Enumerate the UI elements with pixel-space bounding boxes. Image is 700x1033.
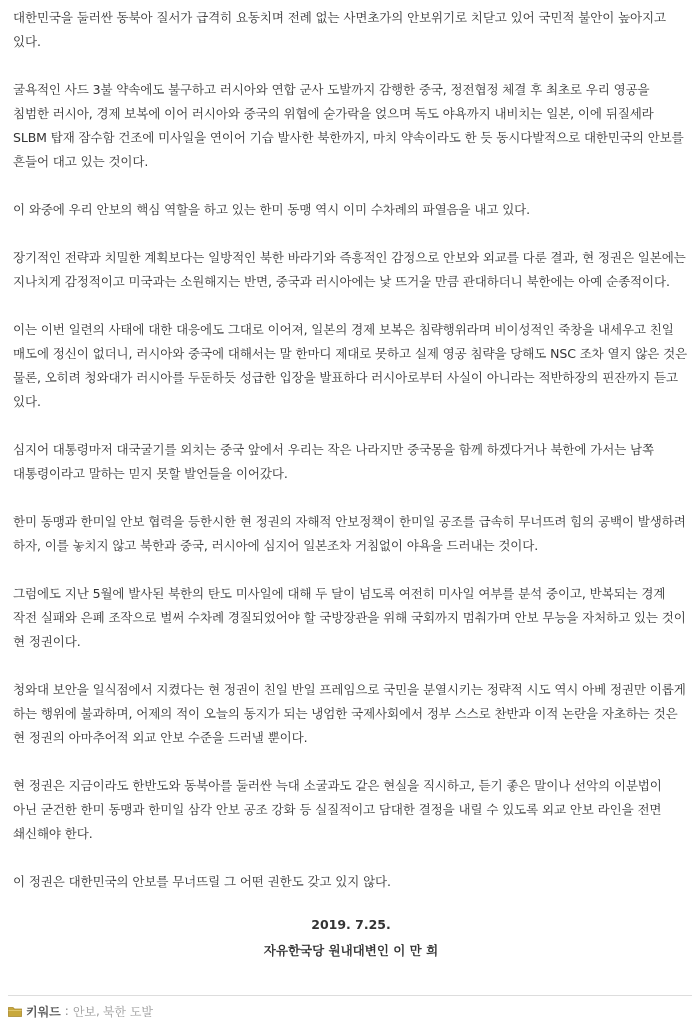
paragraph: 대한민국을 둘러싼 동북아 질서가 급격히 요동치며 전례 없는 사면초가의 안보위기로 치닫고 있어 국민적 불안이 높아지고 있다. (13, 10, 666, 49)
paragraph: 심지어 대통령마저 대국굴기를 외치는 중국 앞에서 우리는 작은 나라지만 중국몽을 함께 하겠다거나 북한에 가서는 남쪽 대통령이라고 말하는 믿지 못할 발언들을 이어갔다. (13, 442, 655, 481)
statement-author: 자유한국당 원내대변인 이 만 희 (263, 943, 439, 958)
paragraph: 이는 이번 일련의 사태에 대한 대응에도 그대로 이어져, 일본의 경제 보복은 침략행위라며 비이성적인 죽창을 내세우고 친일 매도에 정신이 없더니, 러시아와 중국에 대해서는 말 한마디 제대로 못하고 실제 영공 침략을 당해도 NSC 조차 열지 않은 것은 물론, 오히려 청와대가 러시아를 두둔하듯 성급한 입장을 발표하다 러시아로부터 사실이 아니라는 적반하장의 핀잔까지 듣고 있다. (13, 322, 688, 409)
paragraph: 한미 동맹과 한미일 안보 협력을 등한시한 현 정권의 자해적 안보정책이 한미일 공조를 급속히 무너뜨려 힘의 공백이 발생하려 하자, 이를 놓치지 않고 북한과 중국, 러시아에 심지어 일본조차 거침없이 야욕을 드러내는 것이다. (13, 514, 686, 553)
paragraph: 이 정권은 대한민국의 안보를 무너뜨릴 그 어떤 권한도 갖고 있지 않다. (13, 874, 391, 889)
paragraph: 장기적인 전략과 치밀한 계획보다는 일방적인 북한 바라기와 즉흥적인 감정으로 안보와 외교를 다룬 결과, 현 정권은 일본에는 지나치게 감정적이고 미국과는 소원해지는 반면, 중국과 러시아에는 낯 뜨거울 만큼 관대하더니 북한에는 아예 순종적이다. (13, 250, 686, 289)
keyword-separator: : (64, 1004, 69, 1018)
paragraph: 현 정권은 지금이라도 한반도와 동북아를 둘러싼 늑대 소굴과도 같은 현실을 직시하고, 듣기 좋은 말이나 선악의 이분법이 아닌 굳건한 한미 동맹과 한미일 삼각 안보 공조 강화 등 실질적이고 담대한 결정을 내릴 수 있도록 외교 안보 라인을 전면 쇄신해야 한다. (13, 778, 662, 841)
keyword-link-security[interactable]: 안보 (72, 1004, 97, 1019)
keyword-comma: , (96, 1004, 100, 1018)
paragraph: 청와대 보안을 일식점에서 지켰다는 현 정권이 친일 반일 프레임으로 국민을 분열시키는 정략적 시도 역시 아베 정권만 이롭게 하는 행위에 불과하며, 어제의 적이 오늘의 동지가 되는 냉엄한 국제사회에서 정부 스스로 찬반과 이적 논란을 자초하는 것은 현 정권의 아마추어적 외교 안보 수준을 드러낼 뿐이다. (13, 682, 686, 745)
statement-date: 2019. 7.25. (311, 917, 391, 932)
paragraph: 이 와중에 우리 안보의 핵심 역할을 하고 있는 한미 동맹 역시 이미 수차례의 파열음을 내고 있다. (13, 202, 531, 217)
paragraph: 굴욕적인 사드 3불 약속에도 불구하고 러시아와 연합 군사 도발까지 감행한 중국, 정전협정 체결 후 최초로 우리 영공을 침범한 러시아, 경제 보복에 이어 러시아와 중국의 위협에 숟가락을 얹으며 독도 야욕까지 내비치는 일본, 이에 뒤질세라 SLBM 탑재 잠수함 건조에 미사일을 연이어 기습 발사한 북한까지, 마치 약속이라도 한 듯 동시다발적으로 대한민국의 안보를 흔들어 대고 있는 것이다. (13, 82, 684, 169)
paragraph: 그럼에도 지난 5월에 발사된 북한의 탄도 미사일에 대해 두 달이 넘도록 여전히 미사일 여부를 분석 중이고, 반복되는 경계 작전 실패와 은폐 조작으로 벌써 수차례 경질되었어야 할 국방장관을 위해 국회까지 멈춰가며 안보 무능을 자처하고 있는 것이 현 정권이다. (13, 586, 686, 649)
statement-body (13, 6, 689, 964)
keyword-label: 키워드 (26, 1004, 61, 1019)
keyword-bar (8, 995, 692, 1026)
keyword-link-provocation[interactable]: 북한 도발 (102, 1004, 154, 1019)
signature-block (13, 912, 689, 964)
folder-icon (8, 1006, 22, 1017)
